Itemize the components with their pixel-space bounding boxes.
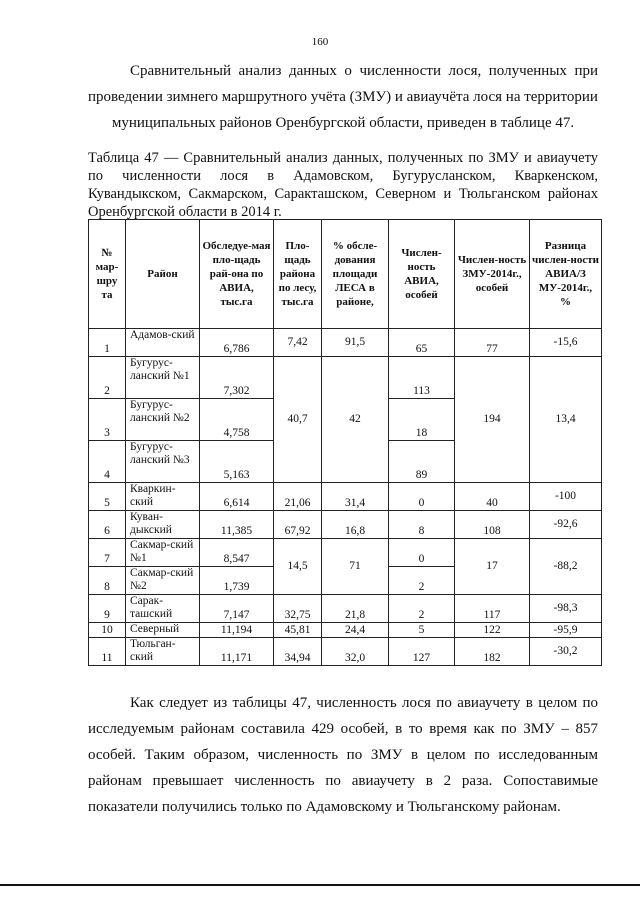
table-row <box>89 357 602 399</box>
district-name: Сакмар-ский №2 <box>126 567 200 595</box>
area-value: 11,194 <box>200 623 274 638</box>
diff-value: -92,6 <box>530 511 602 539</box>
diff-value: -30,2 <box>530 638 602 666</box>
diff-value-merged: -88,2 <box>530 539 602 595</box>
data-table <box>88 219 602 666</box>
conclusion-paragraph <box>88 690 598 820</box>
area-value: 6,614 <box>200 483 274 511</box>
table-row <box>89 539 602 567</box>
zmu-value: 182 <box>455 638 530 666</box>
header-route: № мар-шру та <box>89 220 126 329</box>
district-name: Бугурус-ланский №2 <box>126 399 200 441</box>
header-diff: Разница числен-ности АВИА/З МУ-2014г., % <box>530 220 602 329</box>
page-bottom-rule <box>0 884 640 886</box>
district-name: Куван-дыкский <box>126 511 200 539</box>
route-number: 3 <box>89 399 126 441</box>
percent-value-merged: 71 <box>322 539 389 595</box>
route-number: 2 <box>89 357 126 399</box>
forest-value-merged: 14,5 <box>274 539 322 595</box>
table-row <box>89 595 602 623</box>
avia-value: 113 <box>389 357 455 399</box>
area-value: 6,786 <box>200 329 274 357</box>
district-name: Тюльган-ский <box>126 638 200 666</box>
table-row <box>89 329 602 357</box>
avia-value: 2 <box>389 595 455 623</box>
avia-value: 89 <box>389 441 455 483</box>
percent-value-merged: 42 <box>322 357 389 483</box>
area-value: 4,758 <box>200 399 274 441</box>
route-number: 8 <box>89 567 126 595</box>
avia-value: 127 <box>389 638 455 666</box>
table-caption: Таблица 47 — Сравнительный анализ данных, полученных по ЗМУ и авиаучету по численности лося в Адамовском, Бугурусланском, Кваркенском, Кувандыкском, Сакмарском, Саракташском, Северном и Тюльганском районах Оренбургской области в 2014 г. <box>88 150 598 220</box>
avia-value: 0 <box>389 539 455 567</box>
area-value: 5,163 <box>200 441 274 483</box>
route-number: 4 <box>89 441 126 483</box>
avia-value: 5 <box>389 623 455 638</box>
header-forest: Пло-щадь района по лесу, тыс.га <box>274 220 322 329</box>
district-name: Сакмар-ский №1 <box>126 539 200 567</box>
diff-value-merged: 13,4 <box>530 357 602 483</box>
area-value: 1,739 <box>200 567 274 595</box>
district-name: Сарак-ташский <box>126 595 200 623</box>
table-row <box>89 623 602 638</box>
intro-paragraph <box>88 58 598 136</box>
area-value: 7,147 <box>200 595 274 623</box>
area-value: 11,385 <box>200 511 274 539</box>
table-row <box>89 483 602 511</box>
intro-last-line: муниципальных районов Оренбургской области, приведен в таблице 47. <box>111 115 575 131</box>
district-name: Адамов-ский <box>126 329 200 357</box>
route-number: 5 <box>89 483 126 511</box>
zmu-value-merged: 194 <box>455 357 530 483</box>
percent-value: 31,4 <box>322 483 389 511</box>
zmu-value: 117 <box>455 595 530 623</box>
header-avia: Числен-ность АВИА, особей <box>389 220 455 329</box>
forest-value: 67,92 <box>274 511 322 539</box>
diff-value: -98,3 <box>530 595 602 623</box>
area-value: 11,171 <box>200 638 274 666</box>
avia-value: 2 <box>389 567 455 595</box>
table-header-row <box>89 220 602 329</box>
avia-value: 8 <box>389 511 455 539</box>
page-number: 160 <box>311 36 329 48</box>
district-name: Бугурус-ланский №3 <box>126 441 200 483</box>
route-number: 11 <box>89 638 126 666</box>
percent-value: 21,8 <box>322 595 389 623</box>
forest-value: 32,75 <box>274 595 322 623</box>
percent-value: 16,8 <box>322 511 389 539</box>
table-row <box>89 638 602 666</box>
zmu-value: 108 <box>455 511 530 539</box>
forest-value: 45,81 <box>274 623 322 638</box>
district-name: Кваркин-ский <box>126 483 200 511</box>
zmu-value-merged: 17 <box>455 539 530 595</box>
zmu-value: 122 <box>455 623 530 638</box>
header-percent: % обсле-дования площади ЛЕСА в районе, <box>322 220 389 329</box>
avia-value: 0 <box>389 483 455 511</box>
forest-value: 21,06 <box>274 483 322 511</box>
route-number: 1 <box>89 329 126 357</box>
percent-value: 24,4 <box>322 623 389 638</box>
area-value: 7,302 <box>200 357 274 399</box>
zmu-value: 77 <box>455 329 530 357</box>
avia-value: 18 <box>389 399 455 441</box>
percent-value: 32,0 <box>322 638 389 666</box>
forest-value-merged: 40,7 <box>274 357 322 483</box>
route-number: 6 <box>89 511 126 539</box>
forest-value: 34,94 <box>274 638 322 666</box>
forest-value: 7,42 <box>274 329 322 357</box>
conclusion-text: Как следует из таблицы 47, численность лося по авиаучету в целом по исследуемым районам составила 429 особей, в то время как по ЗМУ – 857 особей. Таким образом, численность по ЗМУ в целом по исследованным районам превышает численность по авиаучету в 2 раза. Сопоставимые показатели получились только по Адамовскому и Тюльганскому районам. <box>88 695 598 815</box>
district-name: Северный <box>126 623 200 638</box>
diff-value: -100 <box>530 483 602 511</box>
percent-value: 91,5 <box>322 329 389 357</box>
district-name: Бугурус-ланский №1 <box>126 357 200 399</box>
intro-text: Сравнительный анализ данных о численности лося, полученных при проведении зимнего маршрутного учёта (ЗМУ) и авиаучёта лося на территории <box>88 63 598 105</box>
header-area: Обследуе-мая пло-щадь рай-она по АВИА, тыс.га <box>200 220 274 329</box>
route-number: 10 <box>89 623 126 638</box>
route-number: 9 <box>89 595 126 623</box>
header-zmu: Числен-ность ЗМУ-2014г., особей <box>455 220 530 329</box>
diff-value: -95,9 <box>530 623 602 638</box>
diff-value: -15,6 <box>530 329 602 357</box>
table-row <box>89 511 602 539</box>
avia-value: 65 <box>389 329 455 357</box>
zmu-value: 40 <box>455 483 530 511</box>
area-value: 8,547 <box>200 539 274 567</box>
route-number: 7 <box>89 539 126 567</box>
header-district: Район <box>126 220 200 329</box>
